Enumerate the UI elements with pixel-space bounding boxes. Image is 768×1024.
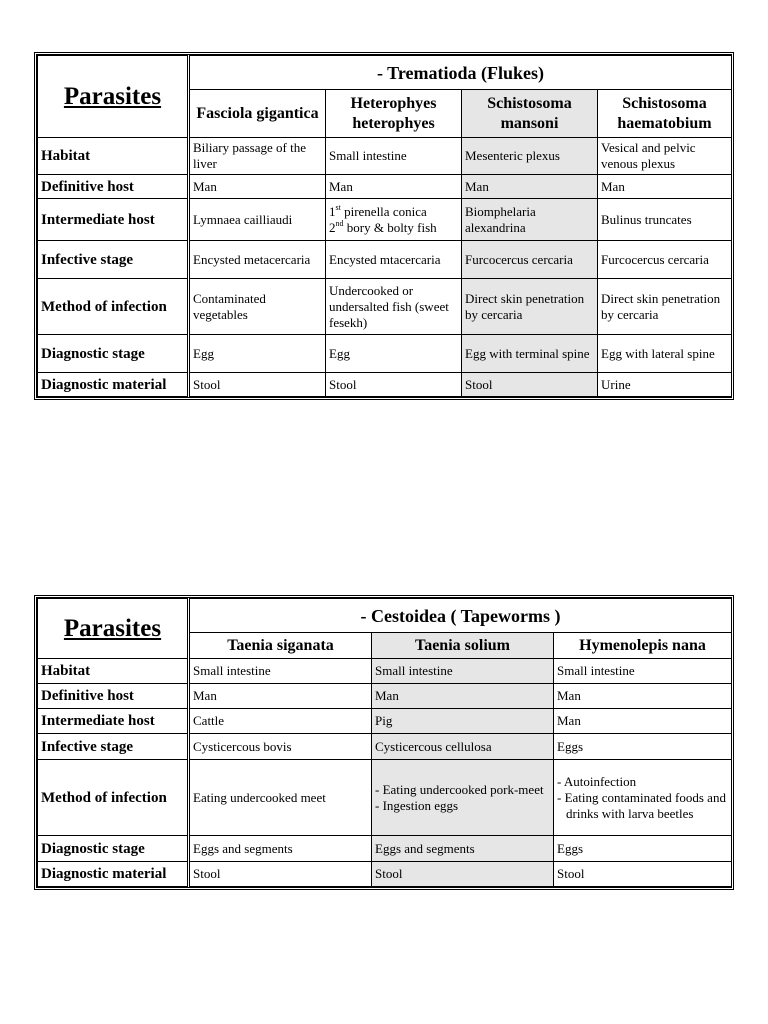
table-cell: Furcocercus cercaria: [462, 241, 598, 279]
row-label: Definitive host: [38, 684, 189, 709]
table-cell: Lymnaea cailliaudi: [189, 199, 326, 241]
table-cell: Egg with terminal spine: [462, 335, 598, 373]
table-cell: Cattle: [189, 709, 372, 734]
table-cell: Biliary passage of the liver: [189, 138, 326, 175]
table-cell: Eggs: [554, 836, 732, 862]
row-label: Method of infection: [38, 760, 189, 836]
column-header: Taenia solium: [372, 633, 554, 659]
table-cell: Vesical and pelvic venous plexus: [598, 138, 732, 175]
table-cell: Man: [189, 684, 372, 709]
row-label: Intermediate host: [38, 199, 189, 241]
table-row: [38, 684, 732, 709]
table-row: [38, 138, 732, 175]
table-cell: Stool: [189, 373, 326, 397]
parasites-heading: Parasites: [38, 599, 189, 659]
row-label: Habitat: [38, 659, 189, 684]
table-row: [38, 335, 732, 373]
group-title: - Cestoidea ( Tapeworms ): [189, 599, 732, 633]
table-cell: Biomphelaria alexandrina: [462, 199, 598, 241]
row-label: Diagnostic material: [38, 373, 189, 397]
row-label: Infective stage: [38, 734, 189, 760]
table-cell: Small intestine: [372, 659, 554, 684]
table-cell: Encysted metacercaria: [189, 241, 326, 279]
table-cell: Eating undercooked meet: [189, 760, 372, 836]
trematoda-table: [34, 52, 734, 400]
group-title: - Trematioda (Flukes): [189, 56, 732, 90]
row-label: Diagnostic material: [38, 862, 189, 887]
table-cell: Eggs: [554, 734, 732, 760]
list-item: - Autoinfection: [557, 773, 637, 789]
table-cell: Stool: [189, 862, 372, 887]
table-cell: Man: [554, 684, 732, 709]
table-cell: Man: [372, 684, 554, 709]
row-label: Infective stage: [38, 241, 189, 279]
table-cell: Egg with lateral spine: [598, 335, 732, 373]
cestoidea-table: [34, 595, 734, 890]
table-cell: Furcocercus cercaria: [598, 241, 732, 279]
column-header: Heterophyes heterophyes: [326, 90, 462, 138]
table-cell: Man: [554, 709, 732, 734]
table-row: [38, 659, 732, 684]
table-cell: [554, 760, 732, 836]
table-cell: Eggs and segments: [372, 836, 554, 862]
table-cell: Pig: [372, 709, 554, 734]
table-cell: Small intestine: [326, 138, 462, 175]
table-row: [38, 709, 732, 734]
parasites-heading: Parasites: [38, 56, 189, 138]
row-label: Intermediate host: [38, 709, 189, 734]
table-row: [38, 734, 732, 760]
table-cell: Man: [189, 175, 326, 199]
table-cell: 1st pirenella conica 2nd bory & bolty fish: [326, 199, 462, 241]
table-cell: [372, 760, 554, 836]
table-cell: Mesenteric plexus: [462, 138, 598, 175]
table-row: [38, 373, 732, 397]
table-cell: Undercooked or undersalted fish (sweet fesekh): [326, 279, 462, 335]
column-header: Schistosoma haematobium: [598, 90, 732, 138]
table-cell: Stool: [554, 862, 732, 887]
table-cell: Egg: [326, 335, 462, 373]
table-row: [38, 199, 732, 241]
row-label: Method of infection: [38, 279, 189, 335]
table-cell: Cysticercous cellulosa: [372, 734, 554, 760]
row-label: Definitive host: [38, 175, 189, 199]
list-item: - Eating undercooked pork-meet: [375, 781, 544, 797]
table-row: [38, 760, 732, 836]
row-label: Diagnostic stage: [38, 836, 189, 862]
list-item: - Eating contaminated foods and drinks with larva beetles: [557, 789, 726, 821]
table-cell: Stool: [372, 862, 554, 887]
column-header: Schistosoma mansoni: [462, 90, 598, 138]
table-row: [38, 836, 732, 862]
column-header: Hymenolepis nana: [554, 633, 732, 659]
table-cell: Bulinus truncates: [598, 199, 732, 241]
table-cell: Man: [598, 175, 732, 199]
table-cell: Small intestine: [554, 659, 732, 684]
table-row: [38, 175, 732, 199]
column-header: Fasciola gigantica: [189, 90, 326, 138]
list-item: - Ingestion eggs: [375, 797, 459, 813]
table-cell: Cysticercous bovis: [189, 734, 372, 760]
row-label: Habitat: [38, 138, 189, 175]
column-header: Taenia siganata: [189, 633, 372, 659]
table-row: [38, 279, 732, 335]
table-cell: Urine: [598, 373, 732, 397]
table-row: [38, 862, 732, 887]
row-label: Diagnostic stage: [38, 335, 189, 373]
table-cell: Stool: [462, 373, 598, 397]
table-cell: Encysted mtacercaria: [326, 241, 462, 279]
table-cell: Contaminated vegetables: [189, 279, 326, 335]
table-row: [38, 241, 732, 279]
table-cell: Man: [326, 175, 462, 199]
table-cell: Man: [462, 175, 598, 199]
table-cell: Small intestine: [189, 659, 372, 684]
table-cell: Stool: [326, 373, 462, 397]
table-cell: Direct skin penetration by cercaria: [598, 279, 732, 335]
table-cell: Direct skin penetration by cercaria: [462, 279, 598, 335]
table-cell: Egg: [189, 335, 326, 373]
table-cell: Eggs and segments: [189, 836, 372, 862]
